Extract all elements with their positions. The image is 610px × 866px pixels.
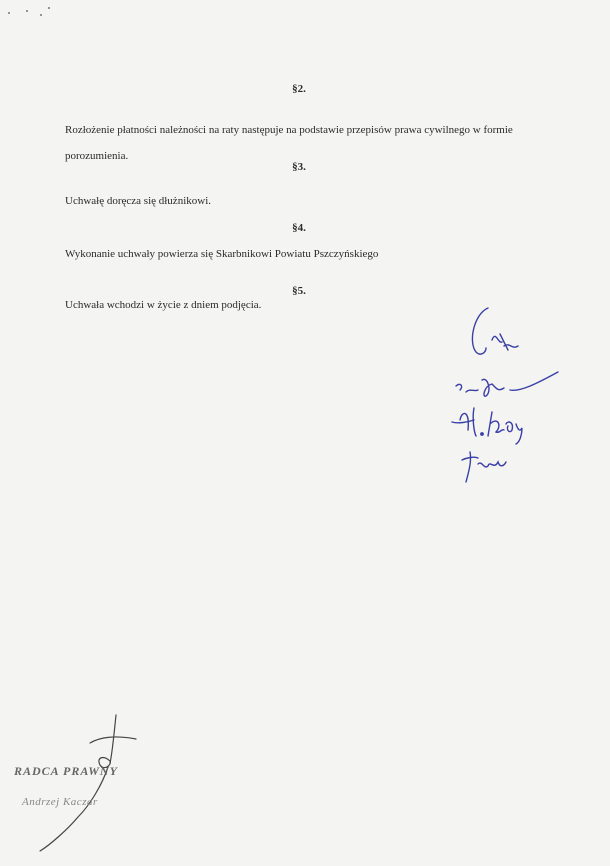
section-2-text: Rozłożenie płatności należności na raty następuje na podstawie przepisów prawa cywilnego w formie porozumienia. bbox=[65, 124, 513, 162]
scan-speck bbox=[26, 10, 28, 12]
stamp-name: Andrzej Kaczar bbox=[22, 796, 98, 808]
scan-speck bbox=[48, 7, 50, 9]
handwritten-signatures bbox=[448, 300, 578, 490]
section-2-heading: §2. bbox=[292, 83, 306, 95]
scan-speck bbox=[40, 14, 42, 16]
section-3-heading: §3. bbox=[292, 161, 306, 173]
section-5-text: Uchwała wchodzi w życie z dniem podjęcia. bbox=[65, 299, 262, 311]
scan-speck bbox=[8, 12, 10, 14]
stamp-title: RADCA PRAWNY bbox=[14, 764, 118, 778]
section-3-text: Uchwałę doręcza się dłużnikowi. bbox=[65, 195, 211, 207]
section-4-text: Wykonanie uchwały powierza się Skarbnikowi Powiatu Pszczyńskiego bbox=[65, 248, 379, 260]
section-4-heading: §4. bbox=[292, 222, 306, 234]
section-5-heading: §5. bbox=[292, 285, 306, 297]
stamp-signature bbox=[20, 705, 140, 855]
